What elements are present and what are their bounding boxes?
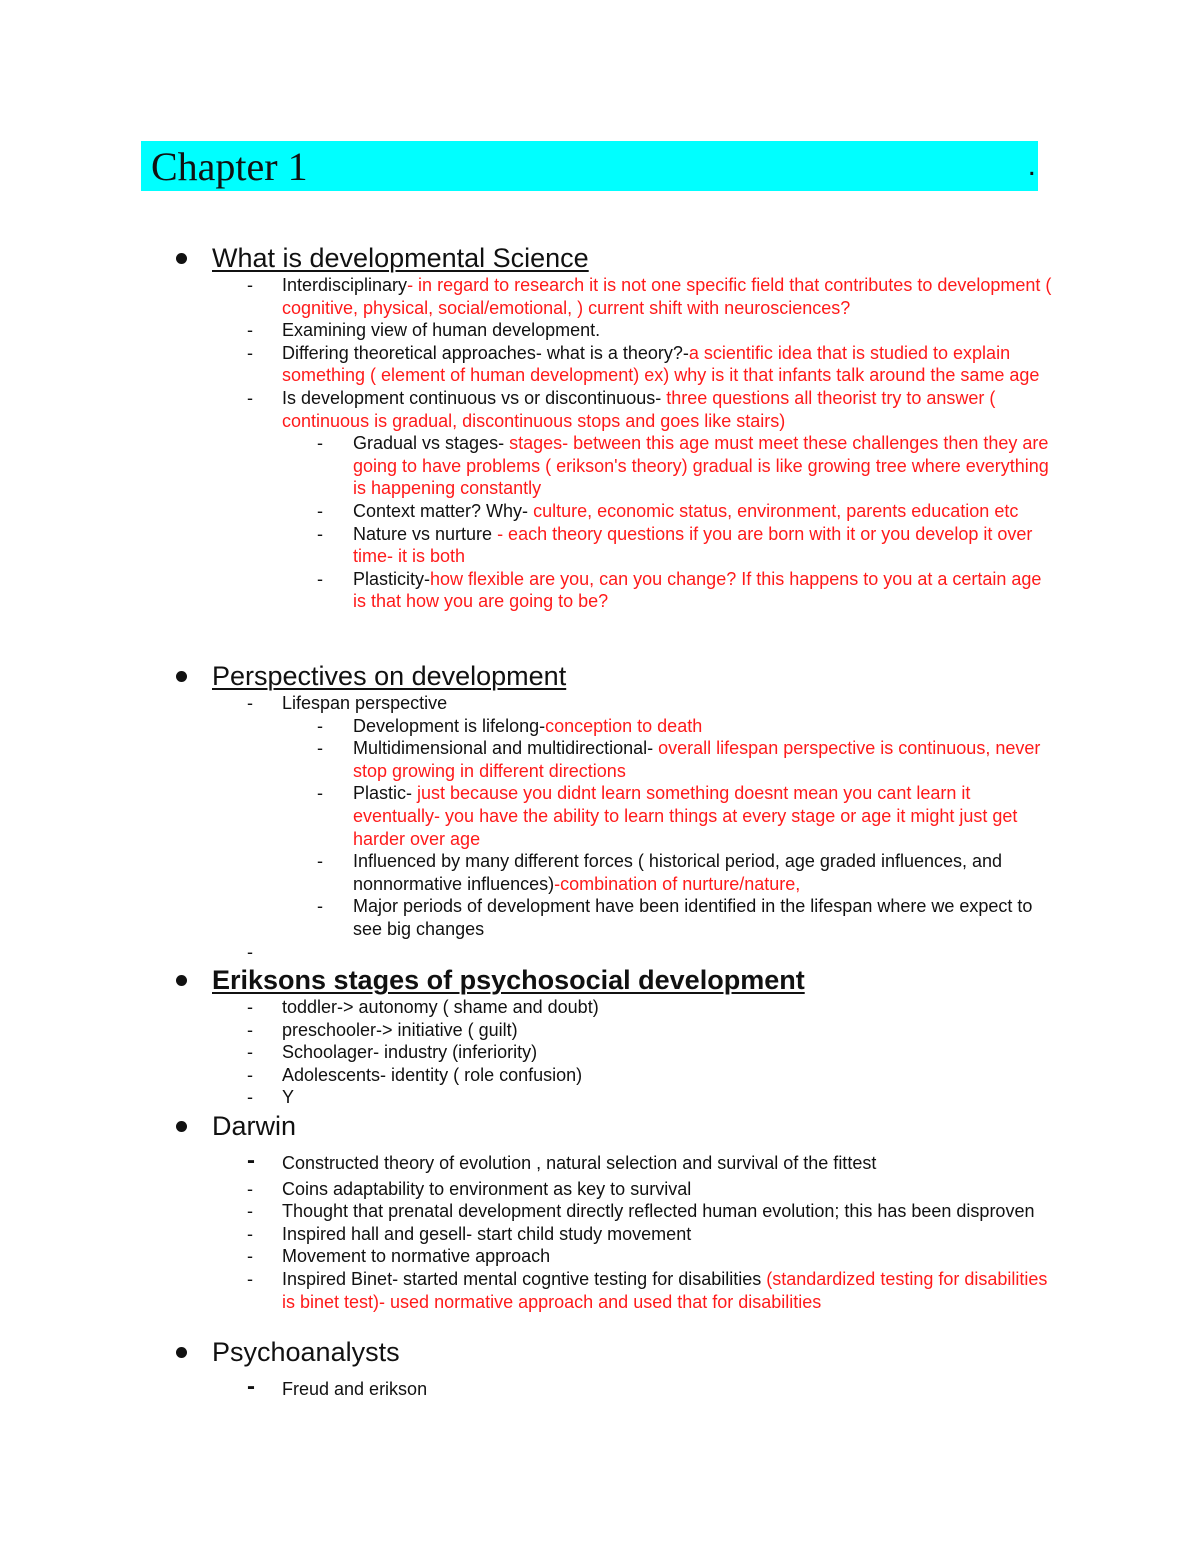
list-item: - preschooler-> initiative ( guilt) [247, 1019, 518, 1040]
bullet-icon [176, 1347, 187, 1358]
list-item: - [247, 941, 253, 962]
list-item: - Constructed theory of evolution , natural selection and survival of the fittest [247, 1147, 877, 1174]
section-title: Eriksons stages of psychosocial development [212, 965, 805, 995]
section-developmental-science [0, 242, 1200, 613]
section-psychoanalysts [0, 1336, 1200, 1401]
section-perspectives [0, 660, 1200, 963]
list-item: - Lifespan perspective [247, 693, 448, 713]
section-darwin [0, 1110, 1200, 1313]
list-item: - Y [247, 1087, 295, 1108]
sub-list-item: - Gradual vs stages- stages- between this age must meet these challenges then they are going to have problems ( erikson's theory) gradual is like growing tree where everything is happening constantly [317, 433, 1049, 499]
sub-list-item: - Multidimensional and multidirectional- overall lifespan perspective is continuous, never stop growing in different directions [317, 738, 1041, 781]
sub-list-item: - Influenced by many different forces ( historical period, age graded influences, and nonnormative influences)-combination of nurture/nature, [317, 851, 1003, 894]
section-title: Psychoanalysts [212, 1337, 400, 1367]
sub-list-item: - Plastic- just because you didnt learn something doesnt mean you cant learn it eventually- you have the ability to learn things at every stage or age it might just get harder over age [317, 783, 1018, 849]
bullet-icon [176, 1121, 187, 1132]
chapter-title-banner [141, 141, 1038, 191]
bullet-icon [176, 671, 187, 682]
sub-list-item: - Development is lifelong-conception to death [317, 715, 703, 736]
list-item: - Schoolager- industry (inferiority) [247, 1042, 538, 1063]
list-item: - Inspired hall and gesell- start child study movement [247, 1223, 692, 1244]
list-item: - Freud and erikson [247, 1373, 428, 1400]
section-title: What is developmental Science [212, 243, 589, 273]
sub-list-item: - Plasticity-how flexible are you, can you change? If this happens to you at a certain age is that how you are going to be? [317, 568, 1042, 612]
list-item: - Coins adaptability to environment as key to survival [247, 1178, 692, 1199]
list-item: - Inspired Binet- started mental cogntive testing for disabilities (standardized testing for disabilities is binet test)- used normative approach and used that for disabilities [247, 1268, 1048, 1312]
list-item: - Movement to normative approach [247, 1246, 551, 1267]
list-item: - toddler-> autonomy ( shame and doubt) [247, 997, 599, 1017]
list-item: - Adolescents- identity ( role confusion) [247, 1064, 583, 1085]
section-title: Perspectives on development [212, 661, 567, 691]
sub-list-item: - Major periods of development have been identified in the lifespan where we expect to see big changes [317, 896, 1033, 939]
chapter-title-dot: . [1027, 149, 1036, 182]
chapter-title: Chapter 1 [151, 144, 308, 189]
list-item: - Examining view of human development. [247, 320, 601, 341]
section-eriksons-stages [0, 964, 1200, 1109]
sub-list-item: - Nature vs nurture - each theory questions if you are born with it or you develop it over time- it is both [317, 523, 1033, 567]
bullet-icon [176, 253, 187, 264]
list-item: - Interdisciplinary- in regard to research it is not one specific field that contributes to development ( cognitive, physical, social/emotional, ) current shift with neurosciences? [247, 275, 1052, 318]
list-item: - Differing theoretical approaches- what is a theory?-a scientific idea that is studied to explain something ( element of human development) ex) why is it that infants talk around the same age [247, 342, 1040, 386]
list-item: - Thought that prenatal development directly reflected human evolution; this has been disproven [247, 1201, 1035, 1222]
list-item: - Is development continuous vs or discontinuous- three questions all theorist try to answer ( continuous is gradual, discontinuous stops and goes like stairs) [247, 387, 996, 431]
sub-list-item: - Context matter? Why- culture, economic status, environment, parents education etc [317, 500, 1019, 521]
bullet-icon [176, 975, 187, 986]
section-title: Darwin [212, 1111, 297, 1141]
